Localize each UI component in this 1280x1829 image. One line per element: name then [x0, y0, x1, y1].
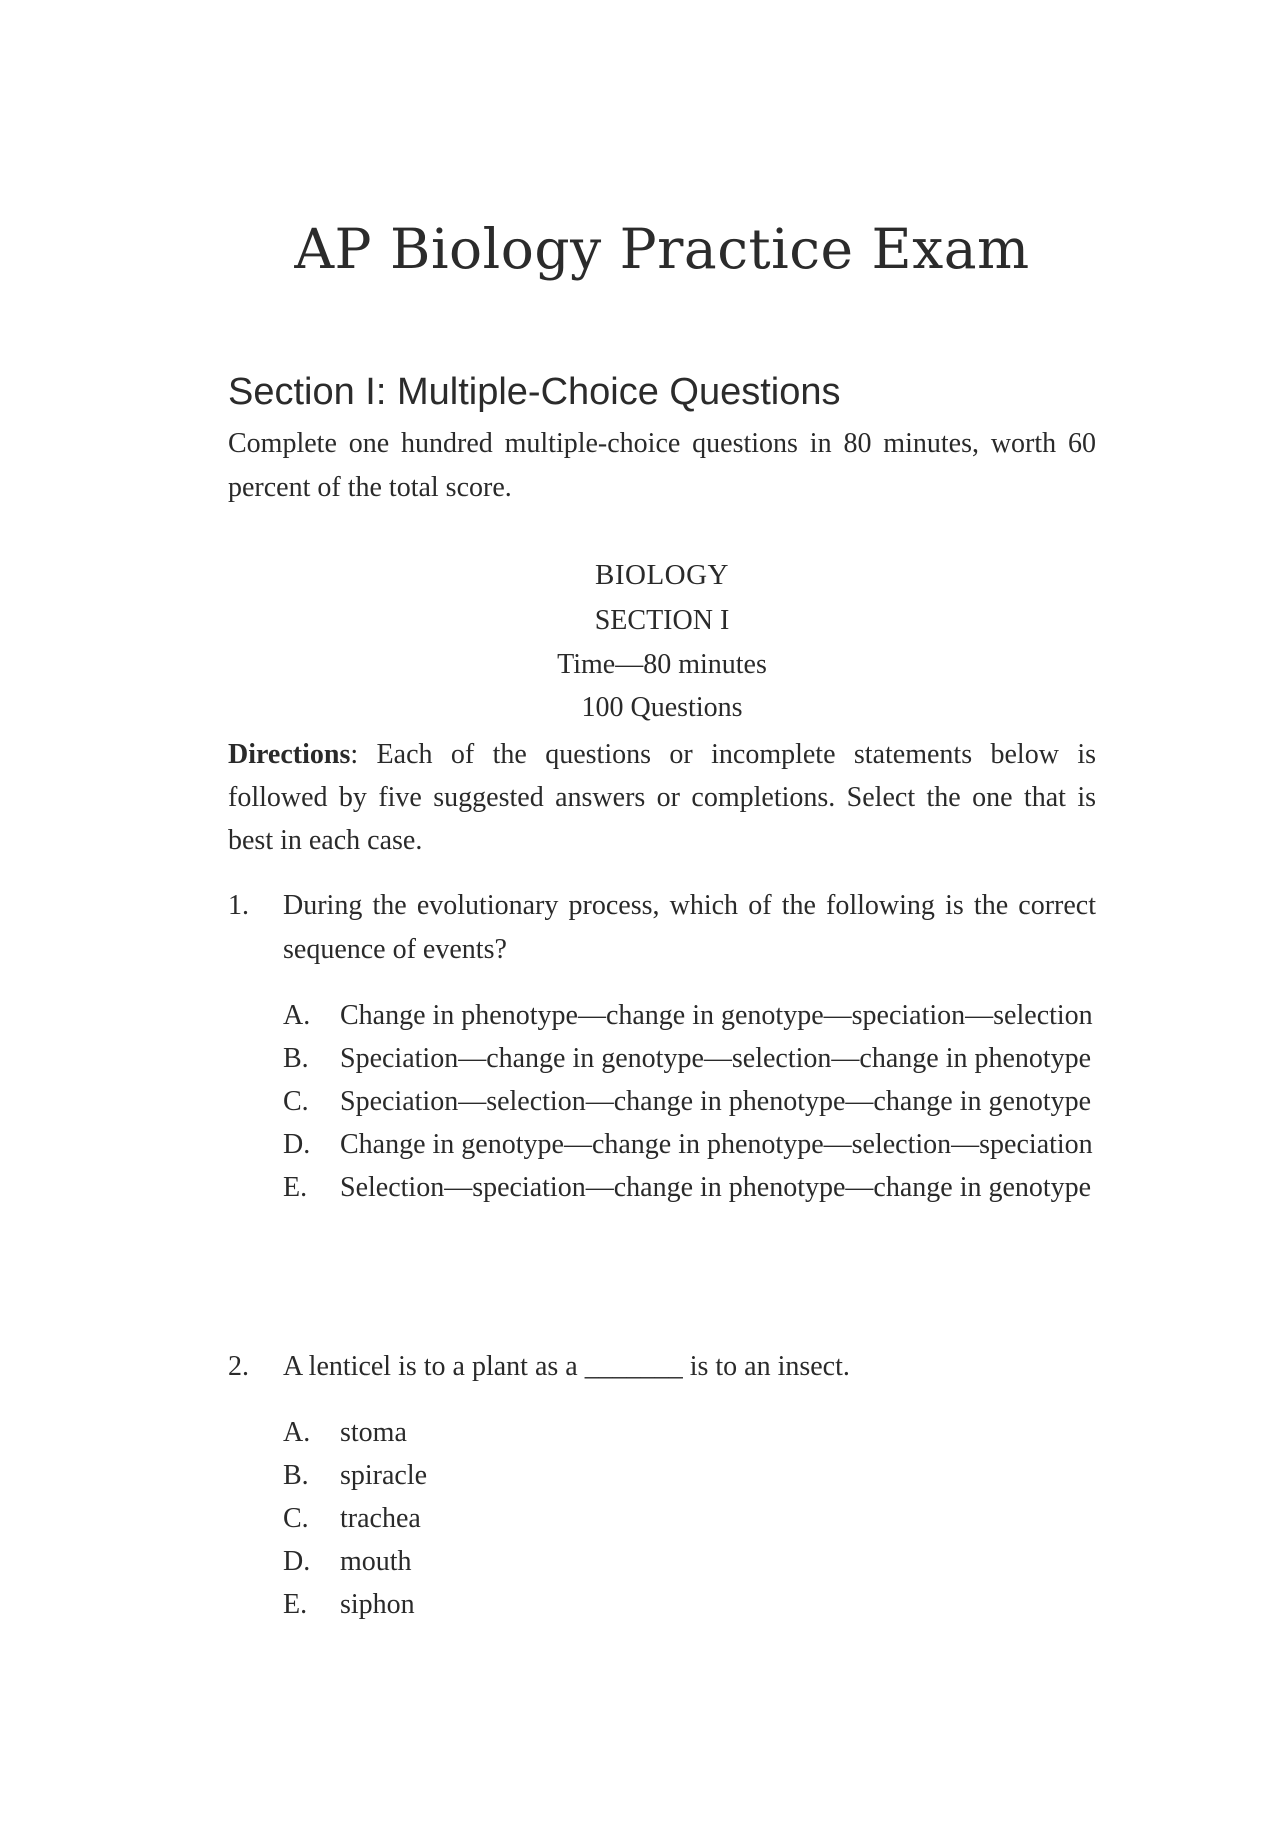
time-limit: Time—80 minutes — [557, 649, 767, 680]
question-text: A lenticel is to a plant as a _______ is to an insect. — [283, 1351, 850, 1382]
answer-options — [283, 1411, 1096, 1626]
answer-option-c[interactable] — [283, 1080, 1096, 1123]
answer-option-d[interactable] — [283, 1123, 1096, 1166]
answer-options — [283, 994, 1096, 1209]
question-number: 1. — [228, 890, 249, 921]
directions-label: Directions — [228, 739, 351, 770]
answer-option-b[interactable] — [283, 1037, 1096, 1080]
option-letter: A. — [283, 1000, 311, 1031]
answer-option-c[interactable] — [283, 1497, 1096, 1540]
option-text: stoma — [340, 1417, 407, 1448]
directions — [228, 733, 1096, 862]
subject-label: BIOLOGY — [595, 559, 729, 591]
option-letter: A. — [283, 1417, 311, 1448]
question-text: During the evolutionary process, which of the following is the correct sequence of events? — [283, 890, 1096, 965]
answer-option-a[interactable] — [283, 994, 1096, 1037]
option-text: trachea — [340, 1503, 421, 1534]
option-letter: B. — [283, 1460, 309, 1491]
option-letter: B. — [283, 1043, 309, 1074]
option-letter: C. — [283, 1503, 309, 1534]
question-count: 100 Questions — [581, 692, 743, 723]
directions-text: : Each of the questions or incomplete statements below is followed by five suggested answers or completions. Select the one that is best in each case. — [228, 739, 1096, 856]
question-number: 2. — [228, 1351, 249, 1382]
page-title: AP Biology Practice Exam — [294, 217, 1030, 281]
answer-option-d[interactable] — [283, 1540, 1096, 1583]
section-description: Complete one hundred multiple-choice questions in 80 minutes, worth 60 percent of the total score. — [228, 428, 1096, 503]
option-text: Change in phenotype—change in genotype—speciation—selection — [340, 1000, 1093, 1031]
option-letter: C. — [283, 1086, 309, 1117]
option-text: spiracle — [340, 1460, 428, 1491]
option-letter: D. — [283, 1129, 311, 1160]
answer-option-e[interactable] — [283, 1166, 1096, 1209]
option-letter: E. — [283, 1172, 308, 1203]
section-number-label: SECTION I — [594, 605, 730, 636]
option-letter: D. — [283, 1546, 311, 1577]
option-text: Change in genotype—change in phenotype—selection—speciation — [340, 1129, 1093, 1160]
option-text: Speciation—selection—change in phenotype—change in genotype — [340, 1086, 1092, 1117]
option-text: siphon — [340, 1589, 415, 1620]
answer-option-a[interactable] — [283, 1411, 1096, 1454]
answer-option-b[interactable] — [283, 1454, 1096, 1497]
answer-option-e[interactable] — [283, 1583, 1096, 1626]
option-text: mouth — [340, 1546, 412, 1577]
option-text: Speciation—change in genotype—selection—change in phenotype — [340, 1043, 1092, 1074]
option-letter: E. — [283, 1589, 308, 1620]
option-text: Selection—speciation—change in phenotype—change in genotype — [340, 1172, 1092, 1203]
section-heading: Section I: Multiple-Choice Questions — [228, 371, 841, 413]
